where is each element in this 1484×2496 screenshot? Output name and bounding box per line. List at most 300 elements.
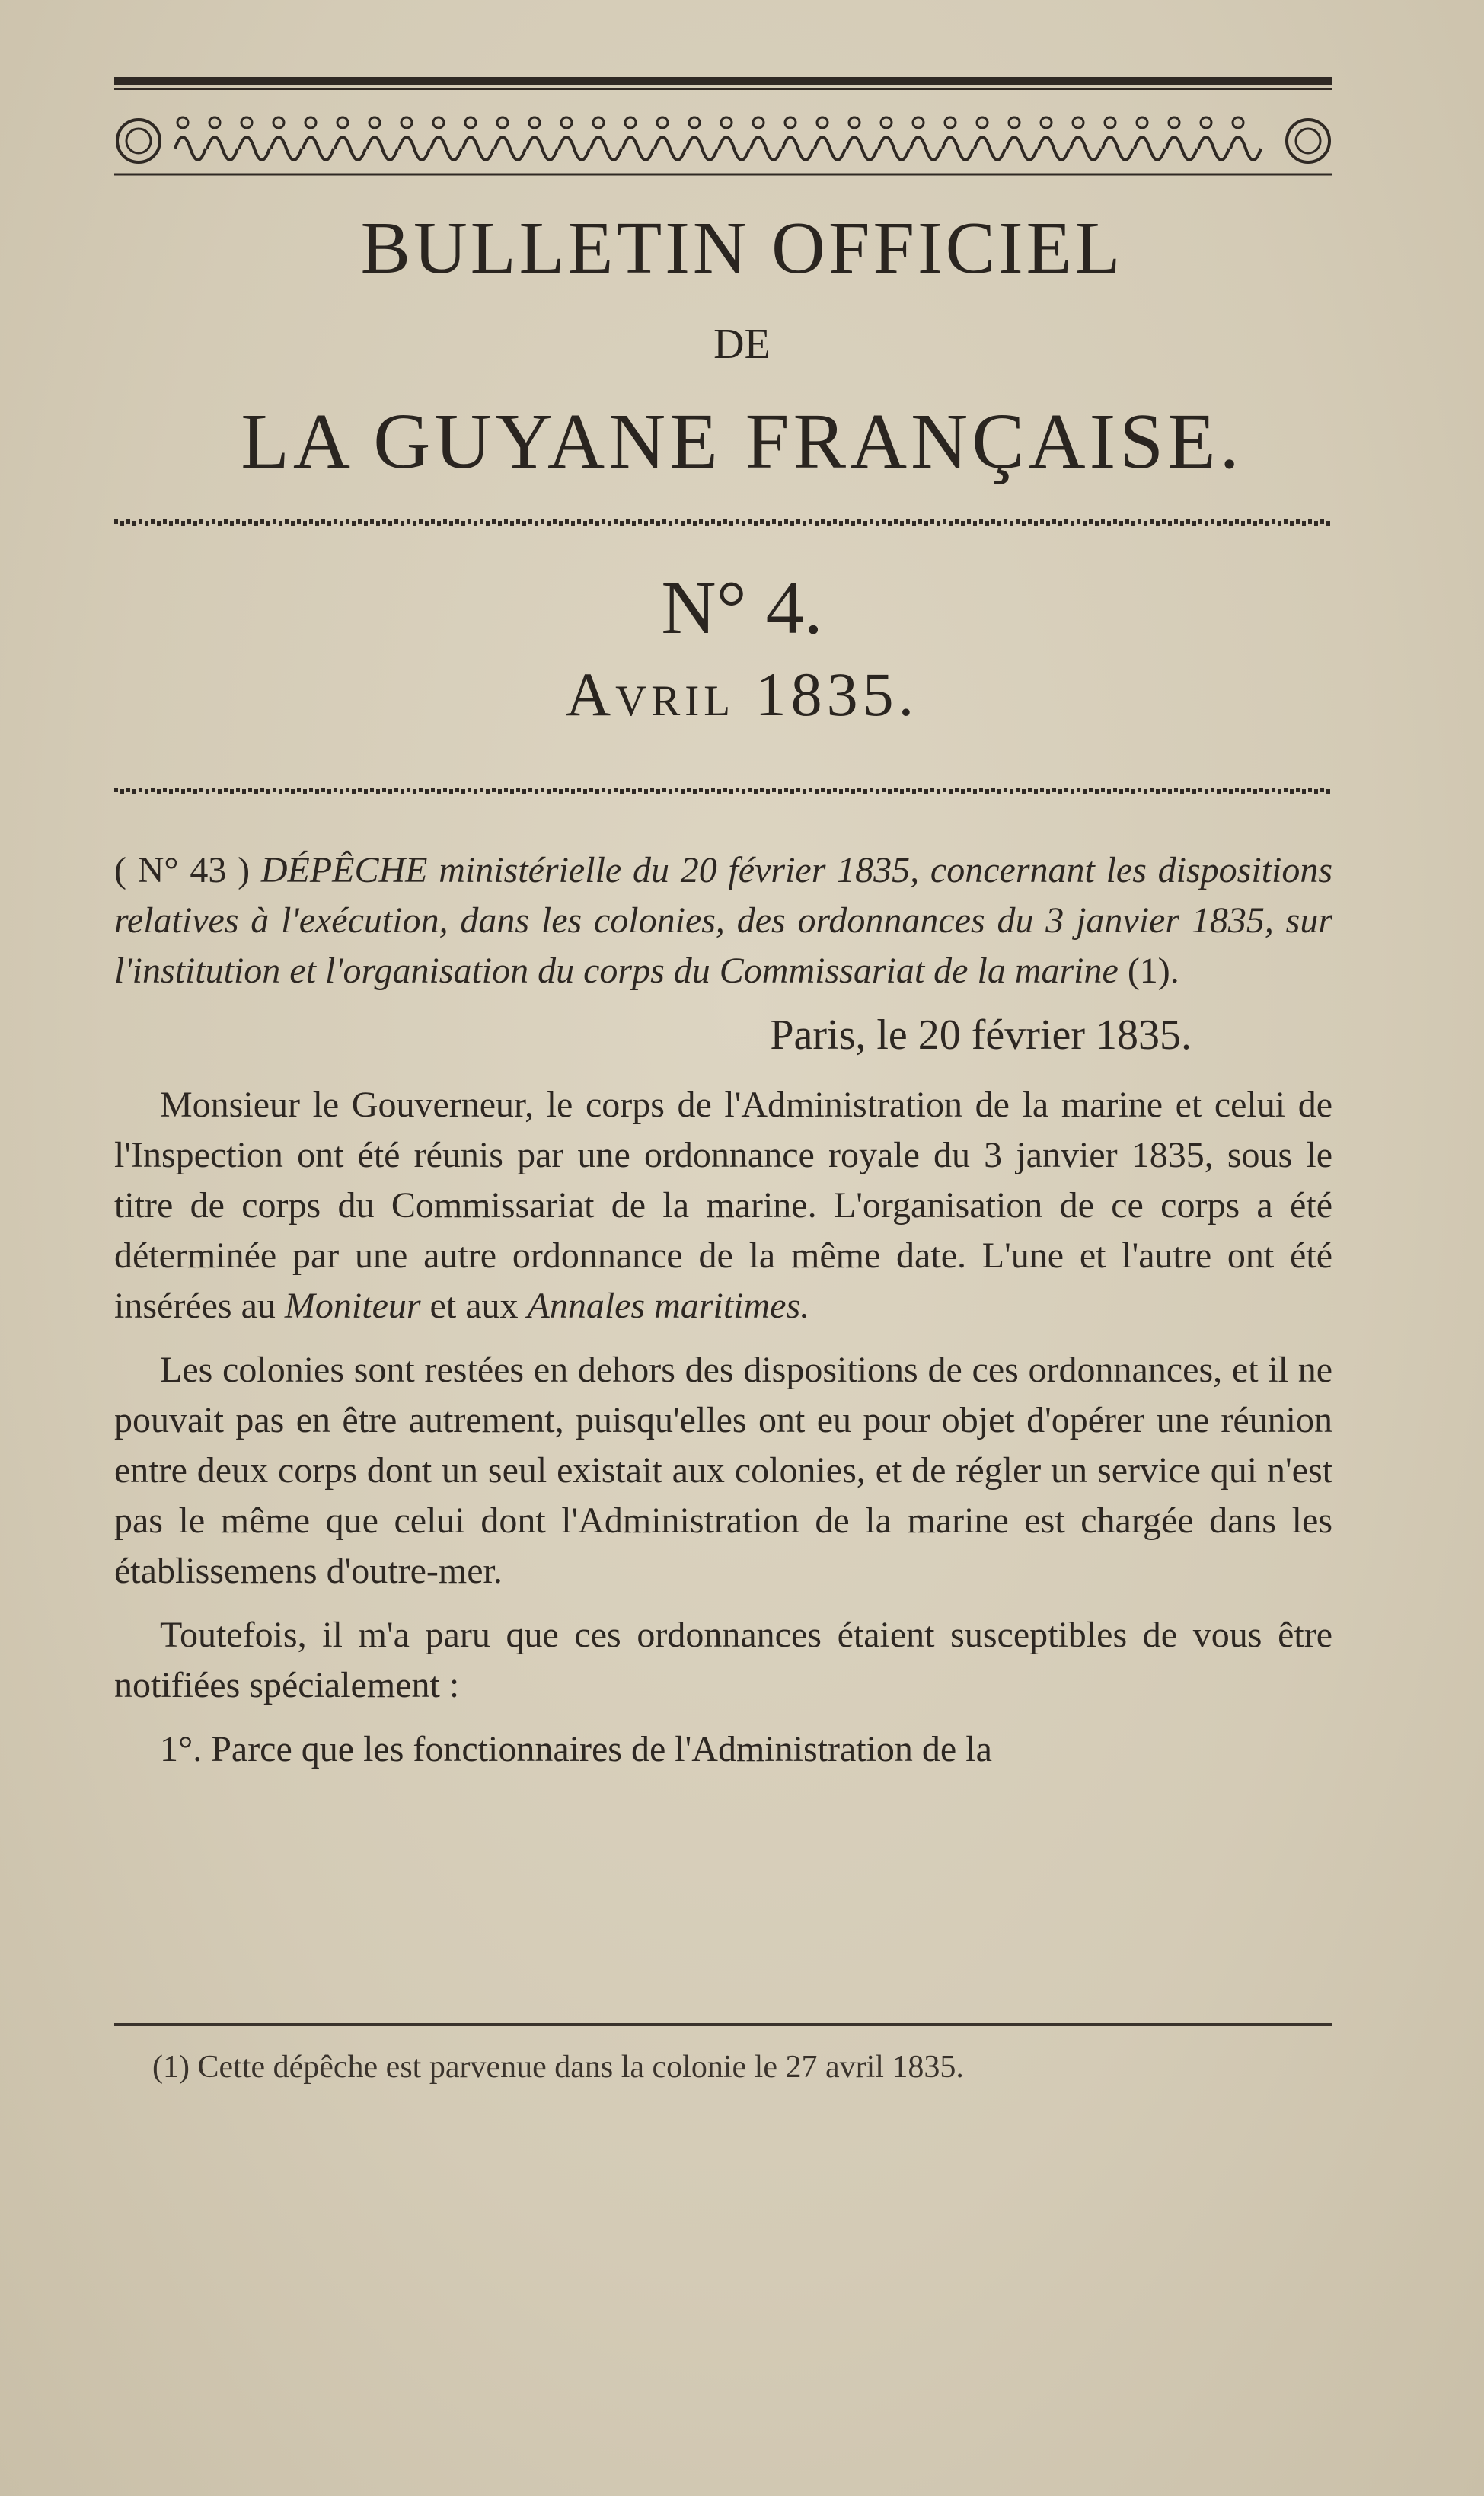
divider-dot: [687, 519, 691, 524]
divider-dot: [583, 789, 587, 794]
footnote-marker: (1).: [1127, 951, 1179, 991]
divider-dot: [882, 788, 886, 792]
fleuron-bud: [1009, 117, 1020, 128]
divider-dot: [401, 789, 404, 794]
fleuron-scroll: [1135, 137, 1165, 160]
divider-dot: [1028, 788, 1032, 792]
divider-dot: [1186, 788, 1190, 792]
divider-dot: [1016, 519, 1020, 524]
divider-dot: [1040, 788, 1044, 792]
fleuron-scroll: [335, 137, 365, 160]
divider-dot: [602, 519, 605, 524]
divider-dot: [924, 789, 928, 794]
fleuron-bud: [817, 117, 828, 128]
fleuron-scroll: [175, 137, 206, 160]
divider-dot: [504, 788, 508, 792]
divider-dot: [145, 521, 148, 526]
divider-dot: [748, 788, 752, 792]
divider-dot: [254, 521, 258, 526]
divider-dot: [1034, 521, 1038, 526]
fleuron-scroll: [399, 137, 429, 160]
divider-dot: [480, 788, 483, 792]
divider-dot: [285, 519, 289, 524]
divider-dot: [169, 789, 173, 794]
divider-dot: [388, 789, 392, 794]
divider-dot: [845, 519, 849, 524]
divider-dot: [303, 521, 307, 526]
divider-dot: [1144, 789, 1147, 794]
divider-dot: [541, 788, 544, 792]
fleuron-bud: [977, 117, 988, 128]
paragraph-3: Toutefois, il m'a paru que ces ordonnances étaient susceptibles de vous être notifiées spécialement :: [114, 1615, 1332, 1705]
divider-dot: [1272, 519, 1275, 524]
fleuron-scroll: [687, 137, 717, 160]
divider-dot: [717, 789, 721, 794]
divider-dot: [1198, 788, 1202, 792]
divider-dot: [614, 788, 618, 792]
divider-dot: [626, 519, 630, 524]
fleuron-bud: [433, 117, 444, 128]
divider-dot: [193, 789, 197, 794]
divider-dot: [1217, 521, 1221, 526]
divider-dot: [382, 519, 386, 524]
divider-dot: [1168, 521, 1172, 526]
divider-dot: [461, 789, 465, 794]
fleuron-bud: [625, 117, 636, 128]
divider-dot: [461, 521, 465, 526]
divider-dot: [851, 789, 855, 794]
divider-dot: [279, 789, 282, 794]
divider-dot: [321, 519, 325, 524]
divider-dot: [626, 788, 630, 792]
divider-dot: [1095, 521, 1099, 526]
divider-dot: [1241, 521, 1245, 526]
divider-dot: [632, 789, 636, 794]
fleuron-bud: [529, 117, 540, 128]
divider-dot: [1229, 789, 1233, 794]
divider-dot: [857, 788, 861, 792]
divider-dot: [796, 519, 800, 524]
divider-dot: [961, 521, 965, 526]
divider-dot: [595, 789, 599, 794]
divider-dot: [437, 789, 441, 794]
fleuron-bud: [721, 117, 732, 128]
fleuron-scroll: [207, 137, 238, 160]
fleuron-scroll: [751, 137, 781, 160]
divider-dot: [766, 521, 770, 526]
divider-dot: [827, 789, 831, 794]
divider-dot: [126, 788, 130, 792]
divider-dot: [608, 521, 611, 526]
divider-dot: [717, 521, 721, 526]
divider-dot: [656, 521, 660, 526]
divider-dot: [912, 521, 916, 526]
fleuron-scroll: [495, 137, 525, 160]
fleuron-bud: [337, 117, 348, 128]
divider-dot: [163, 519, 167, 524]
issue-number: N° 4.: [661, 565, 823, 650]
divider-dot: [900, 521, 904, 526]
divider-dot: [193, 521, 197, 526]
divider-dot: [230, 521, 234, 526]
divider-dot: [1119, 789, 1123, 794]
divider-dot: [930, 788, 934, 792]
divider-dot: [943, 519, 946, 524]
divider-dot: [1010, 789, 1013, 794]
divider-dot: [937, 521, 940, 526]
divider-dot: [1004, 788, 1007, 792]
divider-dot: [772, 519, 776, 524]
fleuron-scroll: [815, 137, 845, 160]
divider-dot: [754, 521, 758, 526]
divider-dot: [973, 789, 977, 794]
divider-dot: [455, 519, 459, 524]
divider-dot: [778, 789, 782, 794]
divider-dot: [949, 521, 953, 526]
divider-dot: [870, 519, 873, 524]
fleuron-bud: [1105, 117, 1115, 128]
divider-dot: [1064, 788, 1068, 792]
divider-dot: [1089, 519, 1093, 524]
divider-dot: [1138, 788, 1141, 792]
divider-dot: [1113, 788, 1117, 792]
fleuron-bud: [497, 117, 508, 128]
divider-dot: [449, 521, 453, 526]
fleuron-bud: [465, 117, 476, 128]
divider-dot: [285, 788, 289, 792]
divider-dot: [1235, 519, 1239, 524]
divider-dot: [1320, 519, 1324, 524]
divider-dot: [1131, 789, 1135, 794]
divider-dot: [827, 521, 831, 526]
divider-dot: [468, 788, 471, 792]
fleuron-bud: [241, 117, 252, 128]
fleuron-bud: [593, 117, 604, 128]
divider-dot: [863, 789, 867, 794]
divider-dot: [413, 789, 416, 794]
divider-dot: [260, 788, 264, 792]
divider-dot: [967, 519, 971, 524]
divider-dot: [266, 521, 270, 526]
divider-dot: [924, 521, 928, 526]
divider-dot: [535, 789, 538, 794]
divider-dot: [675, 519, 678, 524]
fleuron-bud: [1169, 117, 1179, 128]
divider-dot: [1101, 788, 1105, 792]
divider-dot: [815, 521, 819, 526]
divider-dot: [443, 788, 447, 792]
masthead-subtitle: LA GUYANE FRANÇAISE.: [241, 398, 1243, 485]
divider-dot: [1125, 788, 1129, 792]
divider-dot: [906, 519, 910, 524]
divider-dot: [254, 789, 258, 794]
divider-dot: [991, 519, 995, 524]
divider-dot: [273, 788, 276, 792]
divider-dot: [1083, 789, 1087, 794]
divider-dot: [443, 519, 447, 524]
divider-dot: [309, 519, 313, 524]
divider-dot: [1205, 789, 1208, 794]
fleuron-scroll: [623, 137, 653, 160]
divider-dot: [669, 521, 672, 526]
divider-dot: [809, 519, 812, 524]
divider-dot: [900, 789, 904, 794]
dispatch-heading-text: ministérielle du 20 février 1835, concernant les dispositions relatives à l'exécution, dans les colonies, des ordonnances du 3 janvier 1835, sur l'institution et l'organisation du corps du Commissariat de la marine: [114, 850, 1333, 991]
divider-dot: [309, 788, 313, 792]
divider-dot: [736, 519, 739, 524]
divider-dot: [266, 789, 270, 794]
divider-dot: [742, 521, 745, 526]
divider-dot: [1272, 788, 1275, 792]
divider-dot: [1308, 519, 1312, 524]
divider-dot: [681, 789, 685, 794]
divider-dot: [236, 519, 240, 524]
fleuron-bud: [785, 117, 796, 128]
divider-dot: [930, 519, 934, 524]
divider-dot: [1089, 788, 1093, 792]
fleuron-bud: [945, 117, 956, 128]
divider-dot: [997, 521, 1001, 526]
divider-dot: [559, 789, 563, 794]
divider-dot: [1162, 788, 1166, 792]
divider-dot: [571, 789, 575, 794]
divider-dot: [955, 788, 959, 792]
divider-dot: [973, 521, 977, 526]
divider-dot: [949, 789, 953, 794]
fleuron-scroll: [271, 137, 302, 160]
divider-dot: [352, 789, 356, 794]
masthead-title: BULLETIN OFFICIEL: [360, 207, 1124, 289]
fleuron-scroll-row: [175, 117, 1261, 160]
fleuron-scroll: [463, 137, 493, 160]
divider-dot: [1052, 788, 1056, 792]
divider-dot: [1113, 519, 1117, 524]
divider-dot: [1174, 519, 1178, 524]
divider-dot: [821, 519, 825, 524]
divider-dot: [1034, 789, 1038, 794]
divider-dot: [522, 521, 526, 526]
right-rosette-icon: [1287, 120, 1329, 162]
paragraph-4: 1°. Parce que les fonctionnaires de l'Administration de la: [160, 1729, 992, 1769]
divider-dot: [297, 519, 301, 524]
divider-dot: [553, 788, 557, 792]
divider-dot: [504, 519, 508, 524]
divider-dot: [1314, 521, 1318, 526]
divider-dot: [662, 788, 666, 792]
fleuron-bud: [561, 117, 572, 128]
fleuron-bud: [1137, 117, 1147, 128]
divider-dot: [260, 519, 264, 524]
divider-dot: [729, 521, 733, 526]
divider-dot: [1314, 789, 1318, 794]
divider-dot: [1083, 521, 1087, 526]
divider-dot: [1168, 789, 1172, 794]
fleuron-bud: [209, 117, 220, 128]
divider-dot: [577, 519, 581, 524]
divider-dot: [242, 789, 246, 794]
divider-dot: [297, 788, 301, 792]
divider-dot: [748, 519, 752, 524]
paragraph-1: Monsieur le Gouverneur, le corps de l'Administration de la marine et celui de l'Inspection ont été réunis par une ordonnance royale du 3 janvier 1835, sous le titre de corps du Commissariat de la marine. L'organisation de ce corps a été déterminée par une autre ordonnance de la même date. L'une et l'autre ont été insérées au Moniteur et aux Annales maritimes.: [114, 1085, 1332, 1326]
divider-dot: [364, 521, 368, 526]
divider-dot: [1278, 789, 1281, 794]
divider-dot: [437, 521, 441, 526]
fleuron-scroll: [239, 137, 270, 160]
divider-dot: [535, 521, 538, 526]
wavy-divider-bottom: [114, 785, 1332, 797]
divider-dot: [796, 788, 800, 792]
divider-dot: [431, 519, 435, 524]
divider-dot: [498, 521, 502, 526]
divider-dot: [1180, 789, 1184, 794]
divider-dot: [358, 788, 362, 792]
divider-dot: [620, 521, 624, 526]
fleuron-scroll: [1198, 137, 1229, 160]
divider-dot: [273, 519, 276, 524]
divider-dot: [370, 788, 374, 792]
fleuron-bud: [273, 117, 284, 128]
divider-dot: [1259, 788, 1263, 792]
divider-dot: [1131, 521, 1135, 526]
divider-dot: [784, 788, 788, 792]
divider-dot: [187, 788, 191, 792]
fleuron-scroll: [847, 137, 877, 160]
divider-dot: [1192, 789, 1196, 794]
divider-dot: [1156, 789, 1160, 794]
divider-dot: [833, 788, 837, 792]
divider-dot: [181, 789, 185, 794]
top-thick-rule: [114, 77, 1332, 85]
divider-dot: [870, 788, 873, 792]
divider-dot: [681, 521, 685, 526]
divider-dot: [851, 521, 855, 526]
divider-dot: [413, 521, 416, 526]
divider-dot: [480, 519, 483, 524]
divider-dot: [1302, 789, 1306, 794]
divider-dot: [1046, 521, 1050, 526]
fleuron-bud: [1233, 117, 1243, 128]
divider-dot: [388, 521, 392, 526]
fleuron-bud: [881, 117, 892, 128]
divider-dot: [1022, 521, 1026, 526]
divider-dot: [699, 519, 703, 524]
divider-dot: [455, 788, 459, 792]
divider-dot: [997, 789, 1001, 794]
divider-dot: [206, 521, 209, 526]
divider-dot: [132, 521, 136, 526]
divider-dot: [528, 788, 532, 792]
divider-dot: [614, 519, 618, 524]
divider-dot: [163, 788, 167, 792]
divider-dot: [979, 519, 983, 524]
divider-dot: [522, 789, 526, 794]
divider-dot: [401, 521, 404, 526]
divider-dot: [1223, 519, 1227, 524]
divider-dot: [559, 521, 563, 526]
fleuron-scroll: [783, 137, 813, 160]
divider-dot: [863, 521, 867, 526]
fleuron-bud: [305, 117, 316, 128]
divider-dot: [145, 789, 148, 794]
divider-dot: [248, 519, 252, 524]
divider-dot: [242, 521, 246, 526]
fleuron-scroll: [911, 137, 941, 160]
divider-dot: [1259, 519, 1263, 524]
divider-dot: [1180, 521, 1184, 526]
fleuron-bud: [369, 117, 380, 128]
fleuron-bud: [689, 117, 700, 128]
divider-dot: [346, 519, 349, 524]
divider-dot: [723, 788, 727, 792]
divider-dot: [608, 789, 611, 794]
divider-dot: [705, 521, 709, 526]
divider-dot: [1290, 789, 1294, 794]
divider-dot: [114, 519, 118, 524]
divider-dot: [644, 789, 648, 794]
divider-dot: [912, 789, 916, 794]
divider-dot: [321, 788, 325, 792]
divider-dot: [803, 789, 806, 794]
fleuron-scroll: [367, 137, 397, 160]
fleuron-bud: [657, 117, 668, 128]
divider-dot: [967, 788, 971, 792]
divider-dot: [139, 788, 142, 792]
divider-dot: [394, 788, 398, 792]
divider-dot: [1040, 519, 1044, 524]
fleuron-scroll: [719, 137, 749, 160]
divider-dot: [790, 789, 794, 794]
divider-dot: [358, 519, 362, 524]
divider-dot: [486, 521, 490, 526]
divider-dot: [876, 789, 879, 794]
divider-dot: [675, 788, 678, 792]
divider-dot: [394, 519, 398, 524]
divider-dot: [382, 788, 386, 792]
divider-dot: [888, 521, 892, 526]
divider-dot: [1010, 521, 1013, 526]
divider-dot: [224, 519, 228, 524]
divider-dot: [1235, 788, 1239, 792]
divider-dot: [985, 789, 989, 794]
fleuron-scroll: [1103, 137, 1133, 160]
masthead-connector: DE: [713, 321, 771, 368]
dateline: Paris, le 20 février 1835.: [770, 1012, 1192, 1059]
divider-dot: [346, 788, 349, 792]
divider-dot: [1229, 521, 1233, 526]
divider-dot: [1144, 521, 1147, 526]
divider-dot: [1077, 788, 1080, 792]
fleuron-scroll: [655, 137, 685, 160]
divider-dot: [199, 519, 203, 524]
divider-dot: [1046, 789, 1050, 794]
divider-dot: [894, 519, 898, 524]
divider-dot: [425, 521, 429, 526]
divider-dot: [687, 788, 691, 792]
divider-dot: [1211, 519, 1214, 524]
divider-dot: [230, 789, 234, 794]
divider-dot: [766, 789, 770, 794]
divider-dot: [547, 789, 551, 794]
divider-dot: [1064, 519, 1068, 524]
divider-dot: [1284, 788, 1288, 792]
divider-dot: [602, 788, 605, 792]
divider-dot: [1320, 788, 1324, 792]
divider-dot: [169, 521, 173, 526]
divider-dot: [565, 519, 569, 524]
divider-dot: [876, 521, 879, 526]
divider-dot: [279, 521, 282, 526]
divider-dot: [516, 788, 520, 792]
